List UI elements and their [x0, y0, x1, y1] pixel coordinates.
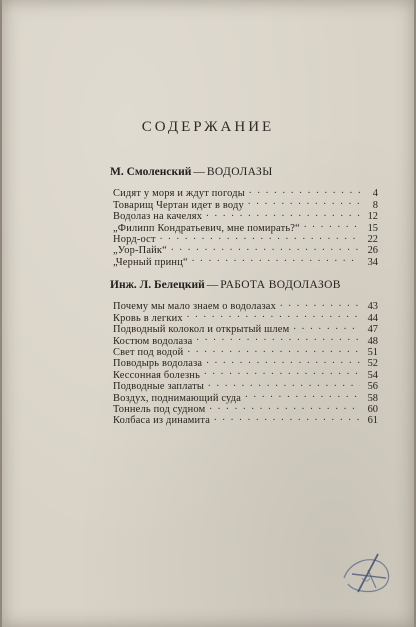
book-page — [2, 0, 414, 627]
section-heading — [110, 166, 273, 178]
leader-dots — [280, 298, 360, 309]
leader-dots — [206, 208, 360, 219]
entry-page: 47 — [367, 324, 378, 336]
entry-page: 34 — [367, 256, 378, 268]
entry-page: 12 — [367, 211, 378, 223]
toc-list — [113, 298, 378, 427]
page-title: СОДЕРЖАНИЕ — [141, 119, 275, 135]
leader-dots — [160, 231, 360, 242]
library-stamp-mark-icon — [338, 548, 398, 598]
entry-title: Кессонная болезнь — [113, 369, 201, 381]
entry-page: 26 — [367, 245, 378, 257]
section-title: ВОДОЛАЗЫ — [206, 166, 273, 178]
section-dash: — — [193, 166, 205, 178]
leader-dots — [208, 378, 360, 389]
entry-page: 58 — [367, 392, 378, 404]
entry-page: 60 — [367, 403, 378, 415]
entry-title: „Черный принц“ — [113, 256, 188, 268]
leader-dots — [249, 185, 360, 196]
entry-title: Товарищ Чертан идет в воду — [113, 199, 244, 211]
entry-title: Колбаса из динамита — [113, 415, 211, 427]
entry-title: „Уор-Пайк“ — [113, 245, 167, 257]
leader-dots — [206, 355, 360, 366]
section-title: РАБОТА ВОДОЛАЗОВ — [220, 279, 341, 291]
leader-dots — [187, 309, 360, 320]
entry-title: Водолаз на качелях — [113, 211, 203, 223]
entry-page: 43 — [367, 301, 378, 313]
toc-list — [113, 185, 378, 268]
leader-dots — [245, 389, 360, 400]
entry-page: 48 — [367, 335, 378, 347]
section-heading — [110, 279, 341, 291]
entry-title: Кровь в легких — [113, 312, 183, 324]
entry-title: Сидят у моря и ждут погоды — [113, 188, 245, 200]
leader-dots — [293, 321, 360, 332]
entry-page: 51 — [367, 346, 378, 358]
section-author: Инж. Л. Белецкий — [110, 279, 205, 291]
entry-title: „Филипп Кондратьевич, мне помирать?“ — [113, 222, 300, 234]
leader-dots — [187, 344, 360, 355]
entry-title: Норд-ост — [113, 233, 156, 245]
entry-title: Подводные заплаты — [113, 381, 205, 393]
entry-title: Костюм водолаза — [113, 335, 193, 347]
leader-dots — [171, 242, 360, 253]
leader-dots — [248, 196, 360, 207]
section-dash: — — [206, 279, 219, 291]
leader-dots — [304, 219, 360, 230]
entry-title: Подводный колокол и открытый шлем — [113, 324, 290, 336]
entry-page: 54 — [367, 369, 378, 381]
entry-page: 61 — [367, 415, 378, 427]
section-author: М. Смоленский — [110, 166, 192, 178]
toc-entry — [113, 298, 378, 313]
leader-dots — [214, 412, 360, 423]
entry-title: Свет под водой — [113, 346, 184, 358]
leader-dots — [209, 401, 360, 412]
entry-page: 4 — [372, 188, 378, 200]
entry-title: Почему мы мало знаем о водолазах — [113, 301, 277, 313]
entry-page: 44 — [367, 312, 378, 324]
entry-title: Воздух, поднимающий суда — [113, 392, 242, 404]
entry-page: 15 — [367, 222, 378, 234]
entry-page: 56 — [367, 381, 378, 393]
leader-dots — [192, 253, 360, 264]
entry-page: 22 — [367, 233, 378, 245]
entry-title: Поводырь водолаза — [113, 358, 203, 370]
leader-dots — [196, 332, 360, 343]
toc-entry — [113, 185, 378, 200]
entry-title: Тоннель под судном — [113, 403, 206, 415]
leader-dots — [204, 366, 360, 377]
entry-page: 8 — [372, 199, 378, 211]
entry-page: 52 — [367, 358, 378, 370]
